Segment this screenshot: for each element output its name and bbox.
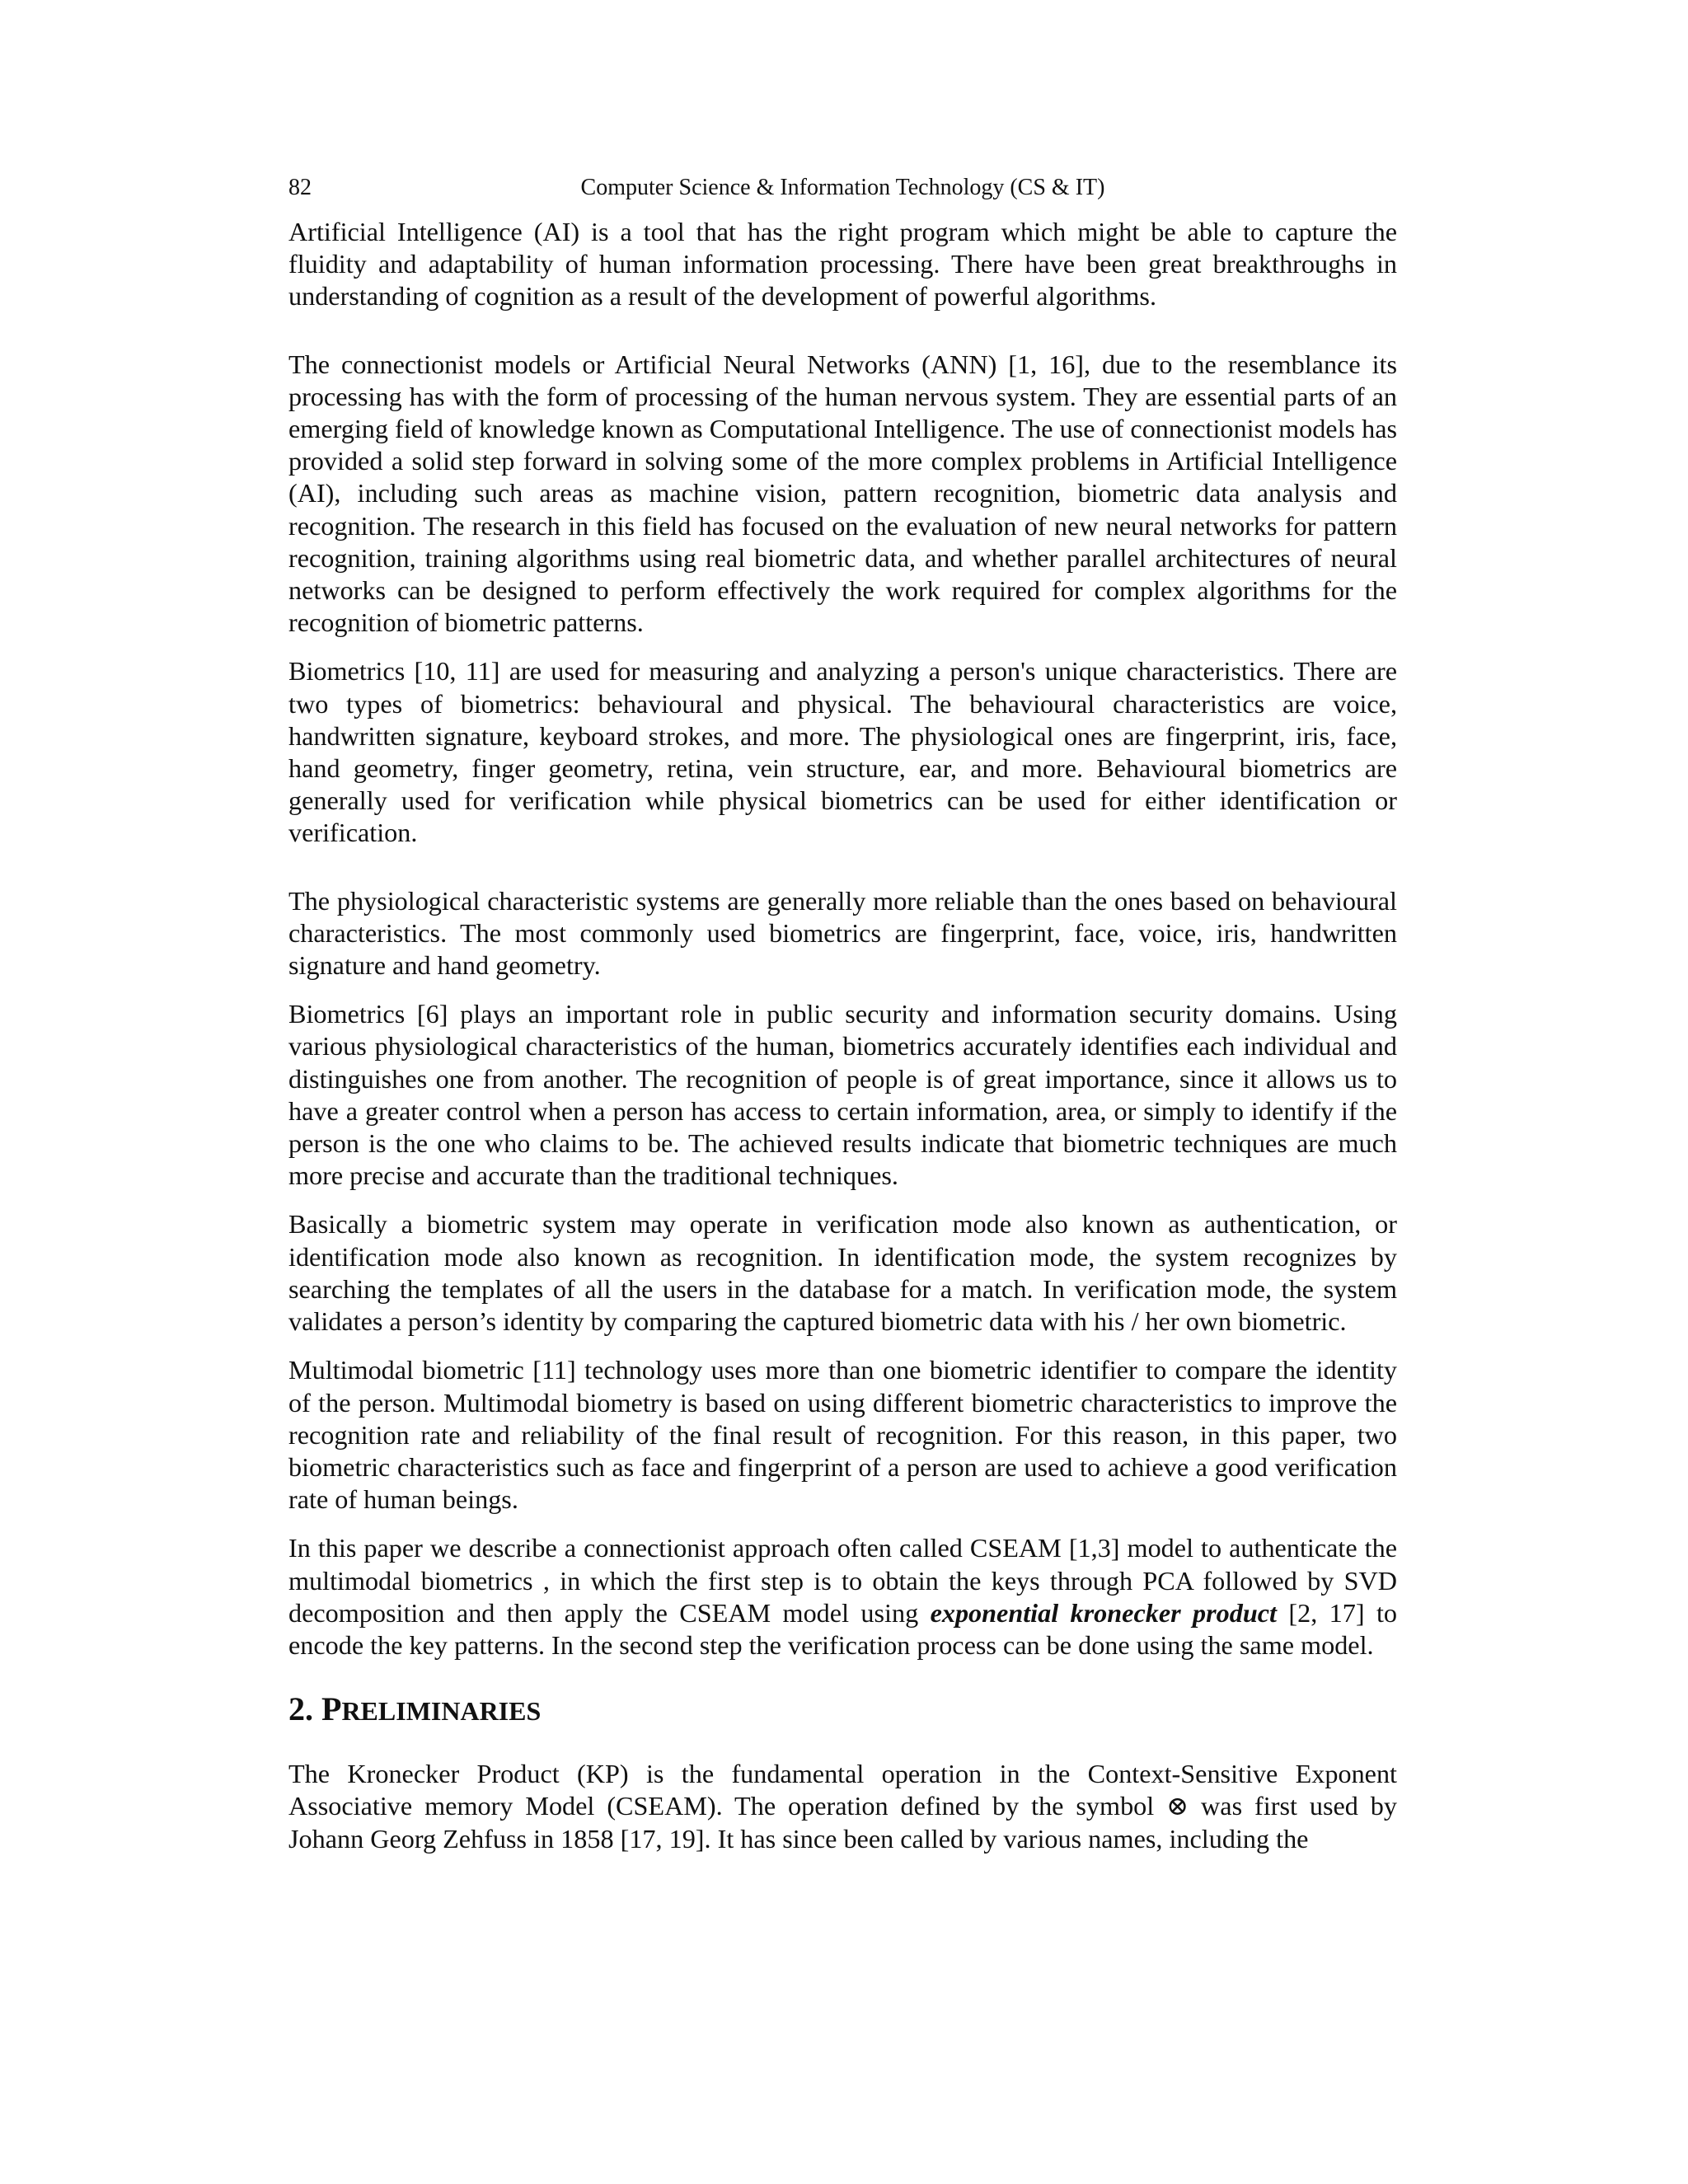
journal-title: Computer Science & Information Technology (CS & IT) xyxy=(580,175,1105,200)
page-number: 82 xyxy=(288,175,312,200)
paragraph-ai-intro: Artificial Intelligence (AI) is a tool that has the right program which might be able to capture the fluidity and adaptability of human information processing. There have been great breakthroughs in understanding of cognition as a result of the development of powerful algorithms. xyxy=(288,217,1397,312)
emphasis-exponential-kronecker-product: exponential kronecker product xyxy=(930,1597,1277,1628)
paragraph-cseam-text-1: In this paper we describe a connectionist approach often called CSEAM [1,3] model to authenticate the multimodal biometrics , in which the first step is to obtain the keys through PCA followed by SVD decomposition and then apply the CSEAM model using xyxy=(288,1533,1397,1628)
paragraph-connectionist-models: The connectionist models or Artificial Neural Networks (ANN) [1, 16], due to the resemblance its processing has with the form of processing of the human nervous system. They are essential parts of an emerging field of knowledge known as Computational Intelligence. The use of connectionist models has provided a solid step forward in solving some of the more complex problems in Artificial Intelligence (AI), including such areas as machine vision, pattern recognition, biometric data analysis and recognition. The research in this field has focused on the evaluation of new neural networks for pattern recognition, training algorithms using real biometric data, and whether parallel architectures of neural networks can be designed to perform effectively the work required for complex algorithms for the recognition of biometric patterns. xyxy=(288,349,1398,638)
paragraph-multimodal: Multimodal biometric [11] technology uses more than one biometric identifier to compare the identity of the person. Multimodal biometry is based on using different biometric characteristics to improve the recognition rate and reliability of the final result of recognition. For this reason, in this paper, two biometric characteristics such as face and fingerprint of a person are used to achieve a good verification rate of human beings. xyxy=(288,1355,1397,1515)
running-header xyxy=(288,171,1397,204)
body-text xyxy=(288,216,1397,1855)
paragraph-biometrics-security: Biometrics [6] plays an important role in public security and information security domains. Using various physiological characteristics of the human, biometrics accurately identifies each individual and distinguishes one from another. The recognition of people is of great importance, since it allows us to have a greater control when a person has access to certain information, area, or simply to identify if the person is the one who claims to be. The achieved results indicate that biometric techniques are much more precise and accurate than the traditional techniques. xyxy=(288,999,1397,1191)
paragraph-biometrics-types: Biometrics [10, 11] are used for measuring and analyzing a person's unique characteristics. There are two types of biometrics: behavioural and physical. The behavioural characteristics are voice, handwritten signature, keyboard strokes, and more. The physiological ones are fingerprint, iris, face, hand geometry, finger geometry, retina, vein structure, ear, and more. Behavioural biometrics are generally used for verification while physical biometrics can be used for either identification or verification. xyxy=(288,656,1397,848)
section-title-rest: RELIMINARIES xyxy=(341,1696,542,1727)
paragraph-cseam-text-2: [2, 17] to encode the key patterns. In the second step the verification process can be done using the same model. xyxy=(288,1597,1397,1660)
paragraph-physiological-systems: The physiological characteristic systems are generally more reliable than the ones based on behavioural characteristics. The most commonly used biometrics are fingerprint, face, voice, iris, handwritten signature and hand geometry. xyxy=(288,885,1397,981)
section-title-initial: P xyxy=(321,1690,342,1728)
section-number: 2. xyxy=(288,1690,321,1728)
paragraph-kronecker-product: The Kronecker Product (KP) is the fundamental operation in the Context-Sensitive Exponent Associative memory Model (CSEAM). The operation defined by the symbol ⊗ was first used by Johann Georg Zehfuss in 1858 [17, 19]. It has since been called by various names, including the xyxy=(288,1759,1397,1854)
paragraph-operation-modes: Basically a biometric system may operate in verification mode also known as authentication, or identification mode also known as recognition. In identification mode, the system recognizes by searching the templates of all the users in the database for a match. In verification mode, the system validates a person’s identity by comparing the captured biometric data with his / her own biometric. xyxy=(288,1209,1397,1337)
section-heading-preliminaries xyxy=(288,1690,1397,1731)
paragraph-cseam-approach xyxy=(288,1532,1397,1661)
